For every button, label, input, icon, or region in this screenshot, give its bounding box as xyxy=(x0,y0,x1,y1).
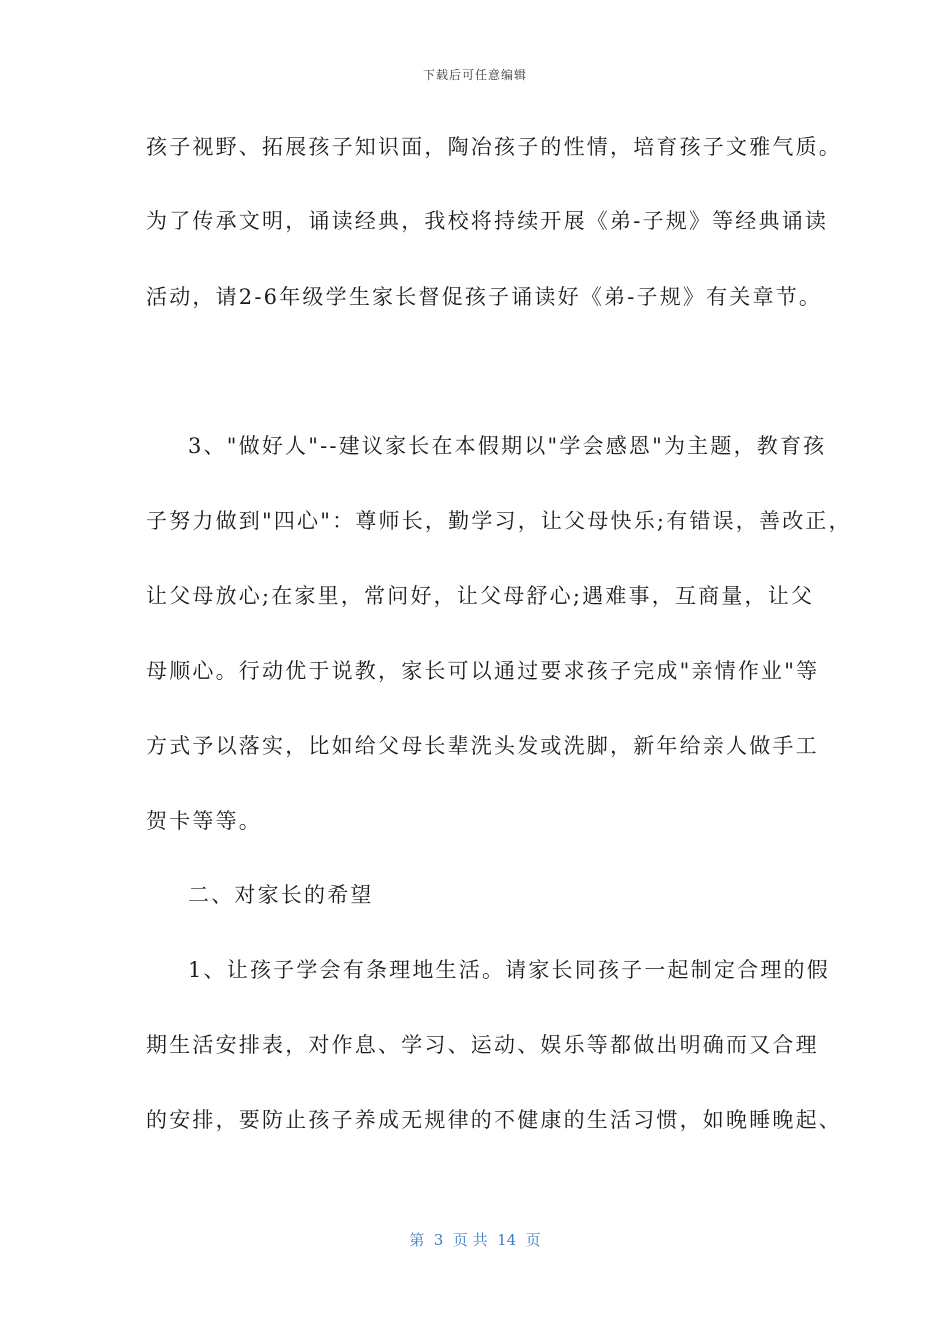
header-note: 下载后可任意编辑 xyxy=(422,68,527,82)
text-line: 子努力做到"四心"：尊师长，勤学习，让父母快乐;有错误，善改正， xyxy=(146,509,852,533)
text-line: 让父母放心;在家里，常问好，让父母舒心;遇难事，互商量，让父 xyxy=(146,584,815,608)
text-line: 贺卡等等。 xyxy=(146,809,262,833)
text-line: 母顺心。行动优于说教，家长可以通过要求孩子完成"亲情作业"等 xyxy=(146,659,820,683)
text-line: 1、让孩子学会有条理地生活。请家长同孩子一起制定合理的假 xyxy=(188,958,830,982)
text-line: 孩子视野、拓展孩子知识面，陶冶孩子的性情，培育孩子文雅气质。 xyxy=(146,135,842,159)
text-line: 方式予以落实，比如给父母长辈洗头发或洗脚，新年给亲人做手工 xyxy=(146,734,819,758)
text-line: 的安排，要防止孩子养成无规律的不健康的生活习惯，如晚睡晚起、 xyxy=(146,1108,842,1132)
section-heading: 二、对家长的希望 xyxy=(188,883,374,907)
text-line: 3、"做好人"--建议家长在本假期以"学会感恩"为主题，教育孩 xyxy=(188,434,827,458)
text-line: 期生活安排表，对作息、学习、运动、娱乐等都做出明确而又合理 xyxy=(146,1033,819,1057)
text-line: 活动，请2-6年级学生家长督促孩子诵读好《弟-子规》有关章节。 xyxy=(146,285,823,309)
page-number-footer: 第 3 页 共 14 页 xyxy=(409,1231,541,1249)
text-line: 为了传承文明，诵读经典，我校将持续开展《弟-子规》等经典诵读 xyxy=(146,209,829,233)
